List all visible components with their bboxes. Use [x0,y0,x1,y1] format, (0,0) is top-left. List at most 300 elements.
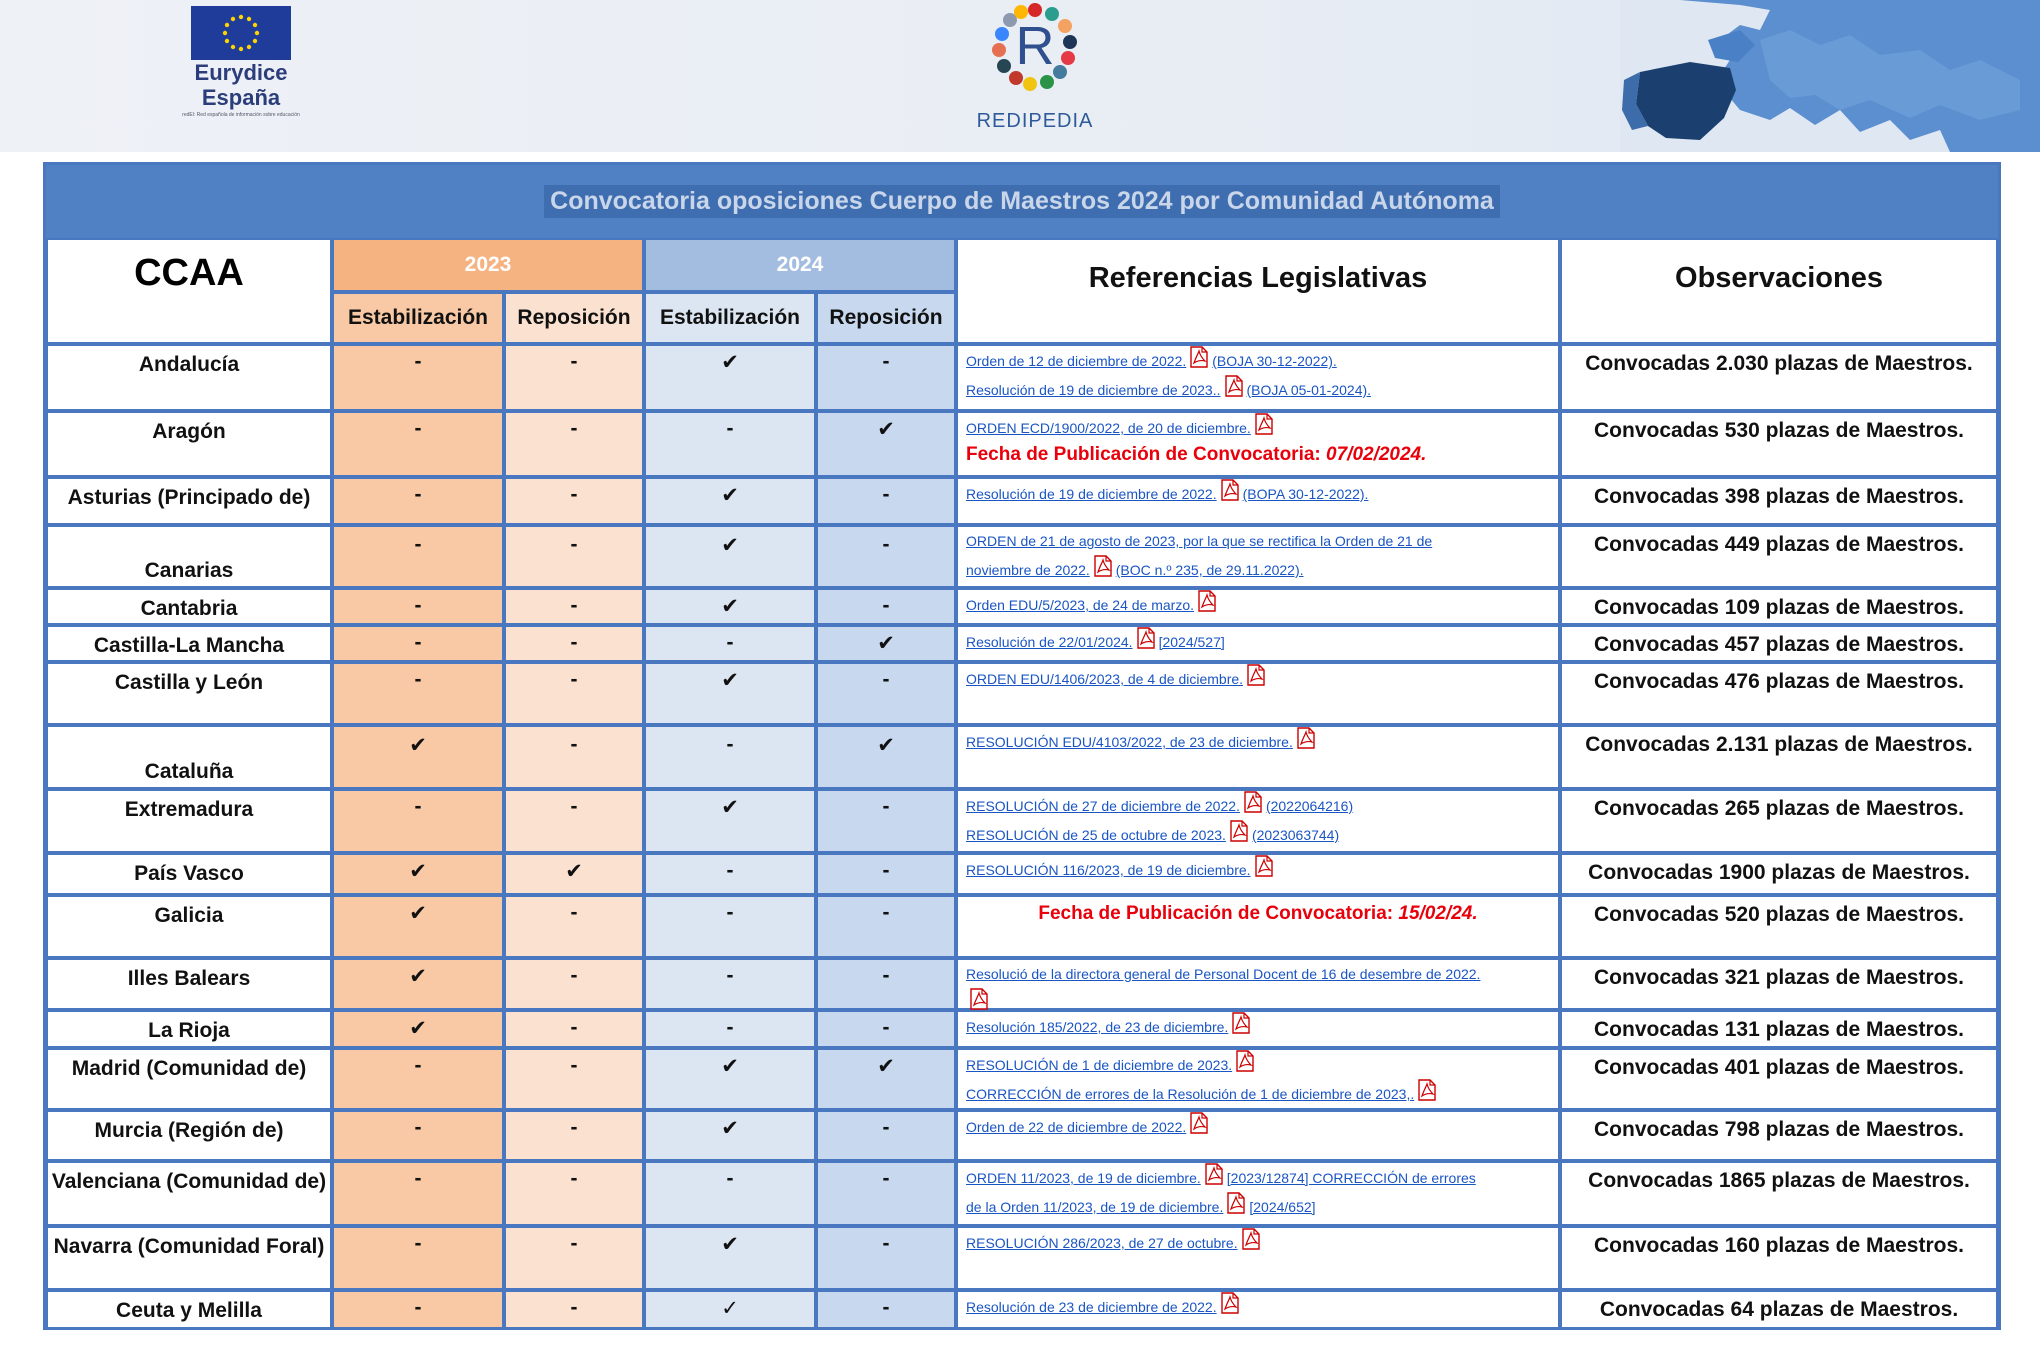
mark-r24: - [882,1016,890,1039]
mark-cell-e24 [644,344,816,411]
ccaa-name: Castilla y León [114,671,264,694]
mark-r24: - [882,1232,890,1255]
mark-cell-r24 [816,789,956,853]
mark-cell-r24 [816,895,956,958]
reference-line [966,1228,1550,1257]
references-cell [956,477,1560,525]
reference-line [966,1079,1550,1108]
mark-cell-r23 [504,853,644,895]
references-cell [956,525,1560,588]
table-row-ccaa [46,1290,332,1329]
observaciones-header: Observaciones [1560,238,1998,344]
reference-link[interactable]: Orden de 12 de diciembre de 2022. [966,353,1187,369]
pdf-icon[interactable] [1226,1192,1246,1214]
pdf-icon[interactable] [1243,791,1263,813]
mark-cell-r23 [504,625,644,662]
mark-cell-e23 [332,1048,504,1110]
reference-line [966,727,1550,756]
mark-r23: - [570,964,578,987]
pdf-icon[interactable] [1204,1163,1224,1185]
ccaa-name: Murcia (Región de) [94,1119,284,1142]
table-row-ccaa [46,853,332,895]
mark-e23: - [414,668,422,691]
references-cell [956,725,1560,789]
reference-tail[interactable]: [2024/527] [1158,634,1225,650]
reposicion-subheader: Reposición [504,292,644,344]
reference-tail[interactable]: (BOC n.º 235, de 29.11.2022). [1115,562,1304,578]
reference-link[interactable]: Resolución 185/2022, de 23 de diciembre. [966,1019,1229,1035]
reference-line [966,1112,1550,1141]
observacion-text: Convocadas 265 plazas de Maestros. [1594,797,1964,820]
reference-tail[interactable]: (BOPA 30-12-2022). [1242,486,1369,502]
mark-e23: ✔ [409,1017,427,1040]
mark-r24: - [882,795,890,818]
table-row-ccaa [46,1010,332,1048]
reposicion-subheader: Reposición [816,292,956,344]
mark-e24: - [726,859,734,882]
mark-e24: ✔ [721,1233,739,1256]
reference-line [966,820,1550,849]
mark-r23: - [570,417,578,440]
pdf-icon[interactable] [1254,855,1274,877]
year-2023-header: 2023 [332,238,644,292]
mark-cell-e24 [644,1010,816,1048]
pdf-icon[interactable] [1220,1292,1240,1314]
table-row-ccaa [46,525,332,588]
table-row-ccaa [46,895,332,958]
mark-r24: - [882,859,890,882]
eu-flag-icon [191,6,291,60]
mark-cell-e23 [332,853,504,895]
ccaa-name: Ceuta y Melilla [116,1299,262,1322]
pdf-icon[interactable] [1189,1112,1209,1134]
ccaa-name: La Rioja [148,1019,230,1042]
reference-tail[interactable]: (BOJA 30-12-2022). [1212,353,1337,369]
mark-cell-e24 [644,1226,816,1290]
reference-link[interactable]: RESOLUCIÓN 116/2023, de 19 de diciembre. [966,862,1251,878]
ccaa-name: Galicia [154,904,224,927]
estabilizacion-subheader: Estabilización [332,292,504,344]
ccaa-name: Extremadura [124,798,254,821]
mark-cell-e24 [644,588,816,625]
mark-e24: ✔ [721,534,739,557]
reference-link[interactable]: Resolución de 19 de diciembre de 2023.. [966,382,1221,398]
reference-line [966,627,1550,656]
observaciones-cell [1560,344,1998,411]
table-row-ccaa [46,1226,332,1290]
year-2024-header: 2024 [644,238,956,292]
mark-e24: - [726,964,734,987]
reference-line [966,590,1550,619]
mark-e24: ✔ [721,1117,739,1140]
reference-line [966,1292,1550,1321]
mark-cell-e24 [644,958,816,1010]
table-title: Convocatoria oposiciones Cuerpo de Maestros 2024 por Comunidad Autónoma [544,185,1500,218]
mark-cell-e24 [644,525,816,588]
mark-cell-r24 [816,477,956,525]
table-row-ccaa [46,1048,332,1110]
mark-e24: ✔ [721,595,739,618]
table-row-ccaa [46,789,332,853]
mark-cell-r24 [816,1048,956,1110]
references-cell [956,853,1560,895]
references-cell [956,1048,1560,1110]
table-row-ccaa [46,588,332,625]
mark-cell-r23 [504,344,644,411]
mark-cell-e23 [332,525,504,588]
mark-cell-e23 [332,958,504,1010]
mark-e23: ✔ [409,965,427,988]
observaciones-cell [1560,1048,1998,1110]
mark-cell-e23 [332,895,504,958]
eurydice-title: Eurydice [194,60,288,85]
observacion-text: Convocadas 1865 plazas de Maestros. [1588,1169,1970,1192]
reference-link[interactable]: RESOLUCIÓN 286/2023, de 27 de octubre. [966,1235,1238,1251]
mark-e23: - [414,483,422,506]
table-row-ccaa [46,1161,332,1226]
mark-cell-e23 [332,1226,504,1290]
pdf-icon[interactable] [1296,727,1316,749]
mark-cell-e23 [332,344,504,411]
fecha-publicacion [966,442,1550,468]
mark-e24: - [726,631,734,654]
table-row-ccaa [46,662,332,725]
mark-r23: - [570,1296,578,1319]
eurydice-logo[interactable] [166,6,316,138]
observacion-text: Convocadas 109 plazas de Maestros. [1594,596,1964,619]
reference-link[interactable]: ORDEN 11/2023, de 19 de diciembre. [966,1170,1201,1186]
reference-tail[interactable]: (2023063744) [1251,827,1340,843]
table-row-ccaa [46,344,332,411]
ccaa-name: Cataluña [144,760,234,783]
mark-cell-r24 [816,588,956,625]
observaciones-cell [1560,411,1998,477]
mark-cell-r24 [816,1010,956,1048]
mark-e24: - [726,901,734,924]
reference-line [966,791,1550,820]
observacion-text: Convocadas 1900 plazas de Maestros. [1588,861,1970,884]
eurydice-tagline: redEl: Red española de información sobre educación [182,112,300,118]
mark-e24: ✔ [721,484,739,507]
mark-r24: ✔ [877,734,895,757]
convocatoria-table [43,162,2001,1330]
pdf-icon[interactable] [1093,555,1113,577]
mark-cell-r24 [816,662,956,725]
observaciones-cell [1560,853,1998,895]
reference-link[interactable]: ORDEN de 21 de agosto de 2023, por la que se rectifica la Orden de 21 de [966,533,1433,549]
redipedia-logo[interactable] [960,0,1110,145]
reference-tail[interactable]: (2022064216) [1265,798,1354,814]
observaciones-cell [1560,958,1998,1010]
ccaa-name: Aragón [152,420,226,443]
mark-cell-e24 [644,1048,816,1110]
mark-r24: - [882,668,890,691]
mark-cell-e24 [644,1110,816,1161]
header-banner [0,0,2040,152]
observacion-text: Convocadas 457 plazas de Maestros. [1594,633,1964,656]
mark-r24: - [882,901,890,924]
reference-link[interactable]: ORDEN ECD/1900/2022, de 20 de diciembre. [966,420,1251,436]
ccaa-name: Cantabria [140,597,238,620]
observacion-text: Convocadas 398 plazas de Maestros. [1594,485,1964,508]
mark-r23: - [570,795,578,818]
reference-link[interactable]: Resolució de la directora general de Personal Docent de 16 de desembre de 2022. [966,966,1481,982]
mark-cell-e24 [644,789,816,853]
mark-r24: - [882,533,890,556]
estabilizacion-subheader: Estabilización [644,292,816,344]
observacion-text: Convocadas 64 plazas de Maestros. [1599,1298,1959,1321]
mark-cell-e23 [332,789,504,853]
mark-cell-e24 [644,725,816,789]
reference-link[interactable]: Resolución de 19 de diciembre de 2022. [966,486,1217,502]
reference-link[interactable]: RESOLUCIÓN de 27 de diciembre de 2022. [966,798,1240,814]
mark-r24: - [882,1167,890,1190]
fecha-value: 07/02/2024. [1326,444,1427,465]
pdf-icon[interactable] [969,988,989,1010]
mark-r23: - [570,1116,578,1139]
ccaa-name: Asturias (Principado de) [67,486,311,509]
mark-cell-e23 [332,1110,504,1161]
pdf-icon[interactable] [1229,820,1249,842]
reference-line [966,664,1550,693]
references-cell [956,662,1560,725]
mark-cell-e23 [332,1161,504,1226]
references-cell [956,625,1560,662]
pdf-icon[interactable] [1189,346,1209,368]
mark-cell-e24 [644,662,816,725]
mark-cell-r24 [816,525,956,588]
observaciones-cell [1560,1110,1998,1161]
observaciones-cell [1560,662,1998,725]
mark-r24: ✔ [877,632,895,655]
observacion-text: Convocadas 401 plazas de Maestros. [1594,1056,1964,1079]
mark-cell-r24 [816,1110,956,1161]
mark-e24: - [726,417,734,440]
reference-link[interactable]: Orden EDU/5/2023, de 24 de marzo. [966,597,1195,613]
mark-cell-r23 [504,1048,644,1110]
observacion-text: Convocadas 2.131 plazas de Maestros. [1585,733,1973,756]
mark-cell-r23 [504,477,644,525]
mark-r24: ✔ [877,418,895,441]
mark-cell-e23 [332,662,504,725]
mark-cell-r23 [504,588,644,625]
mark-cell-e24 [644,853,816,895]
reference-line [966,960,1550,988]
mark-r23: - [570,733,578,756]
references-cell [956,1010,1560,1048]
pdf-icon[interactable] [1136,627,1156,649]
redipedia-flags-icon [980,0,1090,108]
mark-cell-e23 [332,1290,504,1329]
redipedia-letter: R [1015,16,1055,76]
mark-cell-r23 [504,662,644,725]
reference-link[interactable]: Orden de 22 de diciembre de 2022. [966,1119,1187,1135]
mark-cell-r24 [816,958,956,1010]
fecha-label: Fecha de Publicación de Convocatoria: [1038,903,1394,924]
mark-cell-e23 [332,411,504,477]
pdf-icon[interactable] [1254,413,1274,435]
observacion-text: Convocadas 798 plazas de Maestros. [1594,1118,1964,1141]
mark-r23: - [570,631,578,654]
reference-link[interactable]: CORRECCIÓN de errores de la Resolución de 1 de diciembre de 2023,. [966,1086,1415,1102]
mark-cell-e24 [644,625,816,662]
mark-cell-r23 [504,1010,644,1048]
references-cell [956,958,1560,1010]
reference-line [966,375,1550,404]
mark-e24: - [726,733,734,756]
mark-e24: ✓ [721,1297,739,1320]
mark-cell-r23 [504,1161,644,1226]
reference-link[interactable]: Resolución de 22/01/2024. [966,634,1133,650]
observacion-text: Convocadas 131 plazas de Maestros. [1594,1018,1964,1041]
mark-e23: - [414,1232,422,1255]
pdf-icon[interactable] [1220,479,1240,501]
mark-e23: - [414,350,422,373]
mark-r23: - [570,1054,578,1077]
mark-e23: - [414,795,422,818]
pdf-icon[interactable] [1197,590,1217,612]
observacion-text: Convocadas 160 plazas de Maestros. [1594,1234,1964,1257]
reference-link[interactable]: ORDEN EDU/1406/2023, de 4 de diciembre. [966,671,1244,687]
reference-line [966,479,1550,508]
reference-link[interactable]: RESOLUCIÓN de 25 de octubre de 2023. [966,827,1226,843]
table-row-ccaa [46,1110,332,1161]
references-cell [956,789,1560,853]
mark-cell-r23 [504,411,644,477]
reference-tail[interactable]: [2023/12874] CORRECCIÓN de errores [1226,1170,1476,1186]
observacion-text: Convocadas 321 plazas de Maestros. [1594,966,1964,989]
references-cell [956,411,1560,477]
mark-cell-r24 [816,411,956,477]
table-title-bar [46,165,1998,238]
reference-tail[interactable]: (BOJA 05-01-2024). [1246,382,1372,398]
reference-link[interactable]: RESOLUCIÓN EDU/4103/2022, de 23 de diciembre. [966,734,1293,750]
mark-cell-e24 [644,1161,816,1226]
ccaa-name: Canarias [144,559,234,582]
observacion-text: Convocadas 449 plazas de Maestros. [1594,533,1964,556]
mark-r24: - [882,964,890,987]
references-cell [956,895,1560,958]
references-cell [956,1226,1560,1290]
mark-e24: ✔ [721,351,739,374]
mark-cell-r24 [816,853,956,895]
mark-r23: - [570,668,578,691]
ccaa-name: Illes Balears [127,967,251,990]
mark-cell-r23 [504,1226,644,1290]
mark-e23: - [414,1054,422,1077]
europe-map-icon [1620,0,2040,152]
redipedia-name: REDIPEDIA [976,110,1094,132]
reference-line [966,1163,1550,1192]
mark-e23: ✔ [409,734,427,757]
mark-r24: - [882,594,890,617]
mark-r23: - [570,1167,578,1190]
mark-e23: - [414,1296,422,1319]
references-cell [956,1290,1560,1329]
mark-cell-r24 [816,725,956,789]
observaciones-cell [1560,789,1998,853]
ccaa-name: Madrid (Comunidad de) [71,1057,307,1080]
pdf-icon[interactable] [1246,664,1266,686]
reference-link[interactable]: RESOLUCIÓN de 1 de diciembre de 2023. [966,1057,1233,1073]
pdf-icon[interactable] [1224,375,1244,397]
references-cell [956,344,1560,411]
mark-r23: - [570,483,578,506]
mark-r24: ✔ [877,1055,895,1078]
mark-cell-r24 [816,625,956,662]
observacion-text: Convocadas 530 plazas de Maestros. [1594,419,1964,442]
mark-r23: - [570,1232,578,1255]
mark-cell-r23 [504,895,644,958]
fecha-publicacion [966,897,1550,927]
mark-r23: - [570,901,578,924]
reference-tail[interactable]: [2024/652] [1249,1199,1316,1215]
observacion-text: Convocadas 476 plazas de Maestros. [1594,670,1964,693]
mark-r23: - [570,533,578,556]
mark-e24: ✔ [721,669,739,692]
references-cell [956,588,1560,625]
pdf-icon[interactable] [1235,1050,1255,1072]
fecha-label: Fecha de Publicación de Convocatoria: [966,444,1321,465]
mark-e24: - [726,1167,734,1190]
reference-line [966,555,1550,584]
mark-e23: - [414,631,422,654]
pdf-icon[interactable] [1231,1012,1251,1034]
mark-cell-r23 [504,1110,644,1161]
reference-link[interactable]: de la Orden 11/2023, de 19 de diciembre. [966,1199,1224,1215]
ccaa-name: País Vasco [134,862,244,885]
mark-cell-r24 [816,1290,956,1329]
mark-r23: ✔ [565,860,583,883]
observaciones-cell [1560,725,1998,789]
mark-r24: - [882,1116,890,1139]
reference-link[interactable]: noviembre de 2022. [966,562,1090,578]
observaciones-cell [1560,1161,1998,1226]
mark-r23: - [570,594,578,617]
mark-r23: - [570,1016,578,1039]
observaciones-cell [1560,895,1998,958]
mark-e23: - [414,594,422,617]
ccaa-name: Navarra (Comunidad Foral) [53,1235,325,1258]
mark-r23: - [570,350,578,373]
mark-cell-e24 [644,895,816,958]
eurydice-country: España [201,85,281,110]
mark-cell-e24 [644,477,816,525]
table-row-ccaa [46,477,332,525]
mark-cell-e23 [332,477,504,525]
pdf-icon[interactable] [1241,1228,1261,1250]
table-row-ccaa [46,725,332,789]
observaciones-cell [1560,1226,1998,1290]
pdf-icon[interactable] [1417,1079,1437,1101]
mark-cell-r23 [504,525,644,588]
reference-line [966,413,1550,442]
observacion-text: Convocadas 2.030 plazas de Maestros. [1585,352,1973,375]
observaciones-cell [1560,525,1998,588]
table-row-ccaa [46,411,332,477]
mark-cell-e23 [332,588,504,625]
reference-line [966,1012,1550,1041]
mark-r24: - [882,483,890,506]
mark-e23: - [414,417,422,440]
mark-e24: - [726,1016,734,1039]
mark-cell-e24 [644,1290,816,1329]
observaciones-cell [1560,1010,1998,1048]
observaciones-cell [1560,1290,1998,1329]
mark-e24: ✔ [721,1055,739,1078]
referencias-header: Referencias Legislativas [956,238,1560,344]
reference-link[interactable]: Resolución de 23 de diciembre de 2022. [966,1299,1217,1315]
